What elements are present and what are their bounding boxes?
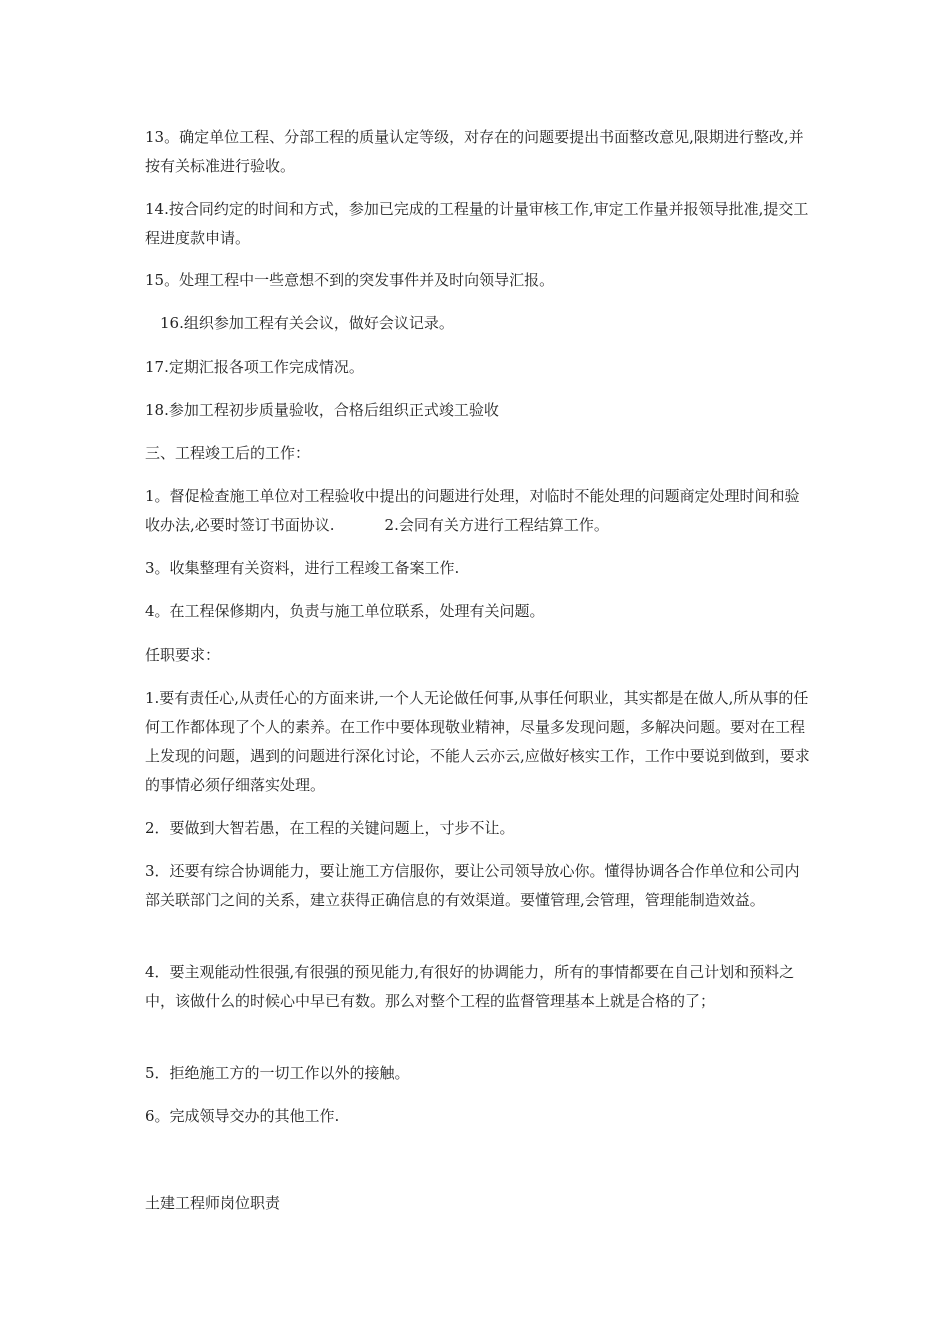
requirement-item-1: 1.要有责任心,从责任心的方面来讲,一个人无论做任何事,从事任何职业，其实都是在做人,所从事的任何工作都体现了个人的素养。在工作中要体现敬业精神，尽量多发现问题，多解决问题。要对在工程上发现的问题，遇到的问题进行深化讨论，不能人云亦云,应做好核实工作，工作中要说到做到，要求的事情必须仔细落实处理。 xyxy=(145,689,810,794)
completion-item-2: 2.会同有关方进行工程结算工作。 xyxy=(384,516,609,534)
completion-item-1: 1。督促检查施工单位对工程验收中提出的问题进行处理，对临时不能处理的问题商定处理时间和验收办法,必要时签订书面协议. xyxy=(145,487,800,534)
section-heading-after-completion: 三、工程竣工后的工作： xyxy=(145,444,311,462)
requirement-item-4: 4．要主观能动性很强,有很强的预见能力,有很好的协调能力，所有的事情都要在自己计划和预料之中，该做什么的时候心中早已有数。那么对整个工程的监督管理基本上就是合格的了； xyxy=(145,963,795,1010)
completion-item-4: 4。在工程保修期内，负责与施工单位联系，处理有关问题。 xyxy=(145,602,545,620)
completion-item-3: 3。收集整理有关资料，进行工程竣工备案工作. xyxy=(145,559,460,577)
paragraph-item-14: 14.按合同约定的时间和方式，参加已完成的工程量的计量审核工作,审定工作量并报领导批准,提交工程进度款申请。 xyxy=(145,200,809,247)
paragraph-item-13: 13。确定单位工程、分部工程的质量认定等级，对存在的问题要提出书面整改意见,限期进行整改,并按有关标准进行验收。 xyxy=(145,128,804,175)
paragraph-item-16: 16.组织参加工程有关会议，做好会议记录。 xyxy=(160,314,454,332)
paragraph-item-15: 15。处理工程中一些意想不到的突发事件并及时向领导汇报。 xyxy=(145,271,555,289)
requirements-heading: 任职要求： xyxy=(145,646,221,664)
requirement-item-2: 2．要做到大智若愚，在工程的关键问题上，寸步不让。 xyxy=(145,819,515,837)
next-section-title: 土建工程师岗位职责 xyxy=(145,1194,281,1212)
completion-item-1-and-2 xyxy=(145,482,810,540)
requirement-item-6: 6。完成领导交办的其他工作. xyxy=(145,1107,340,1125)
requirement-item-3: 3．还要有综合协调能力，要让施工方信服你，要让公司领导放心你。懂得协调各合作单位和公司内部关联部门之间的关系，建立获得正确信息的有效渠道。要懂管理,会管理，管理能制造效益。 xyxy=(145,862,800,909)
paragraph-item-18: 18.参加工程初步质量验收，合格后组织正式竣工验收 xyxy=(145,401,499,419)
paragraph-item-17: 17.定期汇报各项工作完成情况。 xyxy=(145,358,364,376)
requirement-item-5: 5．拒绝施工方的一切工作以外的接触。 xyxy=(145,1064,410,1082)
